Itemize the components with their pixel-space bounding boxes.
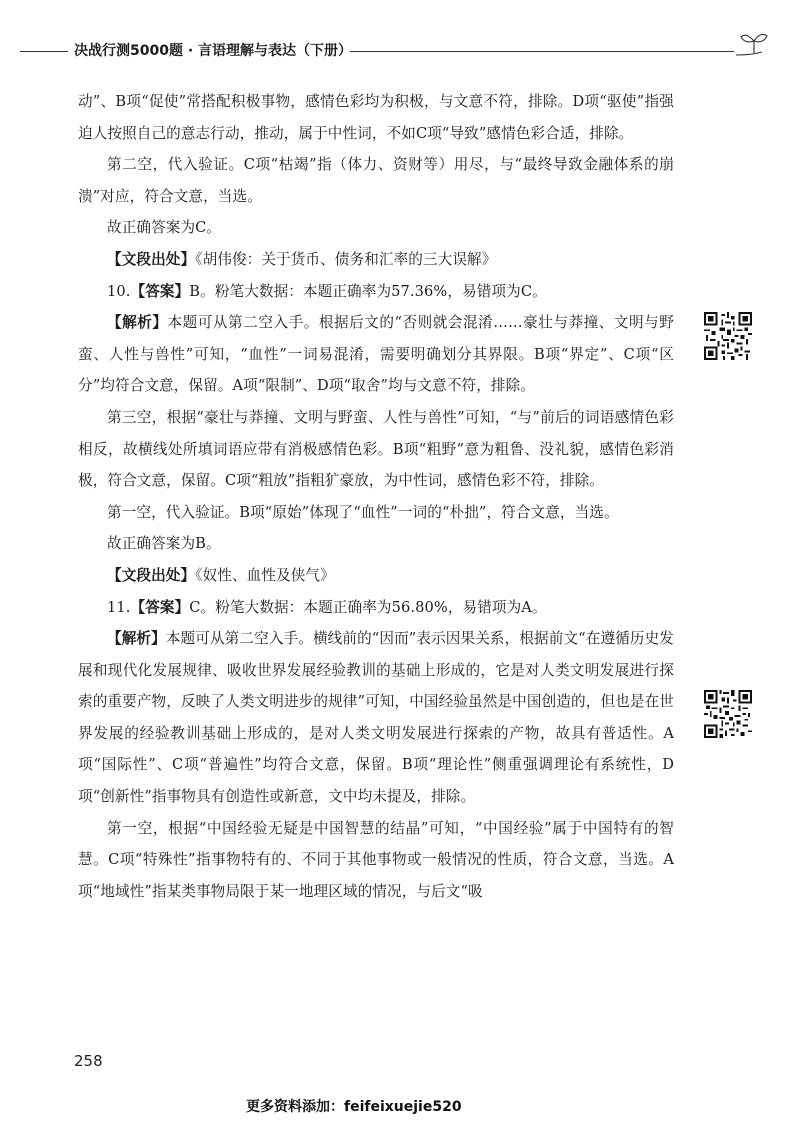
paragraph: 故正确答案为C。 bbox=[107, 219, 222, 237]
footer-contact-note: 更多资料添加：feifeixuejie520 bbox=[246, 1099, 462, 1115]
header-rule-right bbox=[350, 51, 734, 52]
source-title: 《奴性、血性及侠气》 bbox=[195, 566, 335, 584]
source-line bbox=[78, 560, 674, 592]
source-title: 《胡伟俊：关于货币、债务和汇率的三大误解》 bbox=[195, 250, 497, 268]
analysis-label: 【解析】 bbox=[107, 314, 168, 332]
answer-label: 【答案】 bbox=[130, 598, 190, 616]
analysis-text: 本题可从第二空入手。根据后文的“否则就会混淆……豪壮与莽撞、文明与野蛮、人性与兽性”可知，“血性”一词易混淆，需要明确划分其界限。B项“界定”、C项“区分”均符合文意，保留。A项“限制”、D项“取舍”均与文意不符，排除。 bbox=[78, 314, 674, 395]
book-title: 决战行测5000题 · 言语理解与表达（下册） bbox=[74, 43, 353, 59]
question-number: 10. bbox=[107, 282, 131, 300]
answer-line bbox=[78, 592, 674, 624]
paragraph: 第一空，代入验证。B项“原始”体现了“血性”一词的“朴拙”，符合文意，当选。 bbox=[107, 503, 619, 521]
page-number: 258 bbox=[74, 1052, 103, 1070]
source-label: 【文段出处】 bbox=[107, 566, 196, 584]
sprout-icon bbox=[732, 28, 770, 58]
page-body bbox=[78, 86, 674, 907]
answer-label: 【答案】 bbox=[130, 282, 190, 300]
header-rule-left bbox=[20, 51, 68, 52]
paragraph: 第一空，根据“中国经验无疑是中国智慧的结晶”可知，“中国经验”属于中国特有的智慧。C项“特殊性”指事物特有的、不同于其他事物或一般情况的性质，符合文意，当选。A项“地域性”指某类事物局限于某一地理区域的情况，与后文“吸 bbox=[78, 819, 674, 900]
question-number: 11. bbox=[107, 598, 131, 616]
answer-text: C。粉笔大数据：本题正确率为56.80%，易错项为A。 bbox=[189, 598, 547, 616]
paragraph: 故正确答案为B。 bbox=[107, 535, 221, 553]
paragraph: 动”、B项“促使”常搭配积极事物，感情色彩均为积极，与文意不符，排除。D项“驱使”指强迫人按照自己的意志行动，推动，属于中性词，不如C项“导致”感情色彩合适，排除。 bbox=[78, 93, 674, 142]
paragraph: 第二空，代入验证。C项“枯竭”指（体力、资财等）用尽，与“最终导致金融体系的崩溃”对应，符合文意，当选。 bbox=[78, 156, 674, 205]
source-label: 【文段出处】 bbox=[107, 250, 196, 268]
analysis-paragraph bbox=[78, 307, 674, 402]
answer-text: B。粉笔大数据：本题正确率为57.36%，易错项为C。 bbox=[189, 282, 547, 300]
analysis-text: 本题可从第二空入手。横线前的“因而”表示因果关系，根据前文“在遵循历史发展和现代化发展规律、吸收世界发展经验教训的基础上形成的，它是对人类文明发展进行探索的重要产物，反映了人类文明进步的规律”可知，中国经验虽然是中国创造的，但也是在世界发展的经验教训基础上形成的，是对人类文明发展进行探索的产物，故具有普适性。A项“国际性”、C项“普遍性”均符合文意，保留。B项“理论性”侧重强调理论有系统性，D项“创新性”指事物具有创造性或新意，文中均未提及，排除。 bbox=[78, 630, 674, 806]
source-line bbox=[78, 244, 674, 276]
qr-code-icon[interactable] bbox=[704, 690, 752, 738]
analysis-label: 【解析】 bbox=[107, 630, 166, 648]
paragraph: 第三空，根据“豪壮与莽撞、文明与野蛮、人性与兽性”可知，“与”前后的词语感情色彩相反，故横线处所填词语应带有消极感情色彩。B项“粗野”意为粗鲁、没礼貌，感情色彩消极，符合文意，保留。C项“粗放”指粗犷豪放，为中性词，感情色彩不符，排除。 bbox=[78, 408, 674, 490]
qr-code-icon[interactable] bbox=[704, 312, 752, 360]
running-header bbox=[20, 38, 762, 66]
analysis-paragraph bbox=[78, 623, 674, 813]
answer-line bbox=[78, 276, 674, 308]
